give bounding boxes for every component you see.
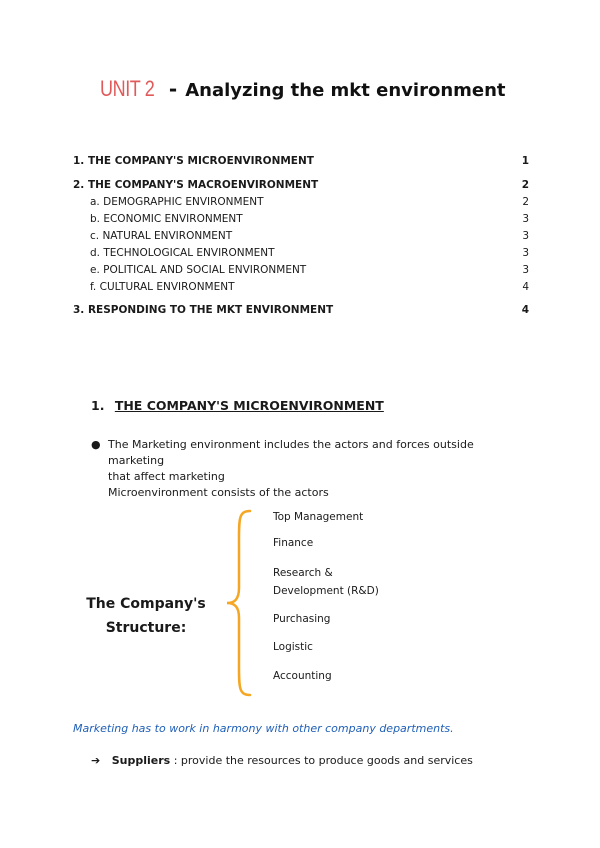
bullet-line: Microenvironment consists of the actors <box>108 486 329 499</box>
toc-page-number: 2 <box>522 196 529 208</box>
toc-page-number: 4 <box>522 281 529 293</box>
structure-item: Finance <box>273 537 314 549</box>
bullet-dot-icon: ● <box>91 438 101 451</box>
structure-item: Purchasing <box>273 613 331 625</box>
structure-item: Top Management <box>273 511 364 523</box>
bullet-line: that affect marketing <box>108 470 225 483</box>
bullet-text <box>108 437 531 501</box>
title-dash: - <box>168 77 178 101</box>
toc-entry[interactable] <box>73 213 529 225</box>
toc-page-number: 3 <box>522 264 529 276</box>
structure-label-line: Structure: <box>105 620 187 636</box>
structure-item: Accounting <box>273 670 332 682</box>
section-heading <box>91 398 384 413</box>
unit-label: UNIT 2 <box>100 76 155 101</box>
toc-page-number: 3 <box>522 230 529 242</box>
structure-label <box>86 592 206 640</box>
toc-entry-label: 3. RESPONDING TO THE MKT ENVIRONMENT <box>73 304 334 316</box>
toc-entry-label: 1. THE COMPANY'S MICROENVIRONMENT <box>73 155 314 167</box>
structure-item: Research & <box>273 567 333 579</box>
bullet-line: The Marketing environment includes the actors and forces outside marketing <box>108 438 474 467</box>
toc-page-number: 4 <box>521 304 529 316</box>
toc-entry-label: e. POLITICAL AND SOCIAL ENVIRONMENT <box>90 264 307 276</box>
toc-entry[interactable] <box>73 304 529 316</box>
structure-item: Logistic <box>273 641 313 653</box>
toc-entry[interactable] <box>73 281 529 293</box>
toc-entry[interactable] <box>73 230 529 242</box>
title-text: Analyzing the mkt environment <box>185 80 506 101</box>
toc-entry[interactable] <box>73 155 529 167</box>
structure-label-line: The Company's <box>86 596 206 612</box>
section-title: THE COMPANY'S MICROENVIRONMENT <box>114 398 384 413</box>
toc-entry-label: a. DEMOGRAPHIC ENVIRONMENT <box>90 196 264 208</box>
toc-page-number: 2 <box>521 179 529 191</box>
curly-brace-icon <box>224 508 254 698</box>
toc-entry-label: c. NATURAL ENVIRONMENT <box>90 230 233 242</box>
suppliers-item <box>91 754 473 767</box>
toc-entry-label: b. ECONOMIC ENVIRONMENT <box>90 213 243 225</box>
toc-entry[interactable] <box>73 264 529 276</box>
toc-entry[interactable] <box>73 196 529 208</box>
harmony-note: Marketing has to work in harmony with other company departments. <box>73 722 454 735</box>
toc-entry-label: d. TECHNOLOGICAL ENVIRONMENT <box>90 247 275 259</box>
suppliers-definition: : provide the resources to produce goods and services <box>173 754 473 767</box>
toc-entry-label: 2. THE COMPANY'S MACROENVIRONMENT <box>73 179 319 191</box>
suppliers-term: Suppliers <box>111 754 171 767</box>
toc-entry[interactable] <box>73 179 529 191</box>
toc-entry-label: f. CULTURAL ENVIRONMENT <box>90 281 235 293</box>
section-number: 1. <box>91 398 105 413</box>
toc-page-number: 1 <box>521 155 529 167</box>
toc-entry[interactable] <box>73 247 529 259</box>
toc-page-number: 3 <box>522 247 529 259</box>
toc-page-number: 3 <box>522 213 529 225</box>
structure-item: Development (R&D) <box>273 585 379 597</box>
arrow-right-icon: ➔ <box>91 754 101 767</box>
page-title <box>0 76 600 102</box>
